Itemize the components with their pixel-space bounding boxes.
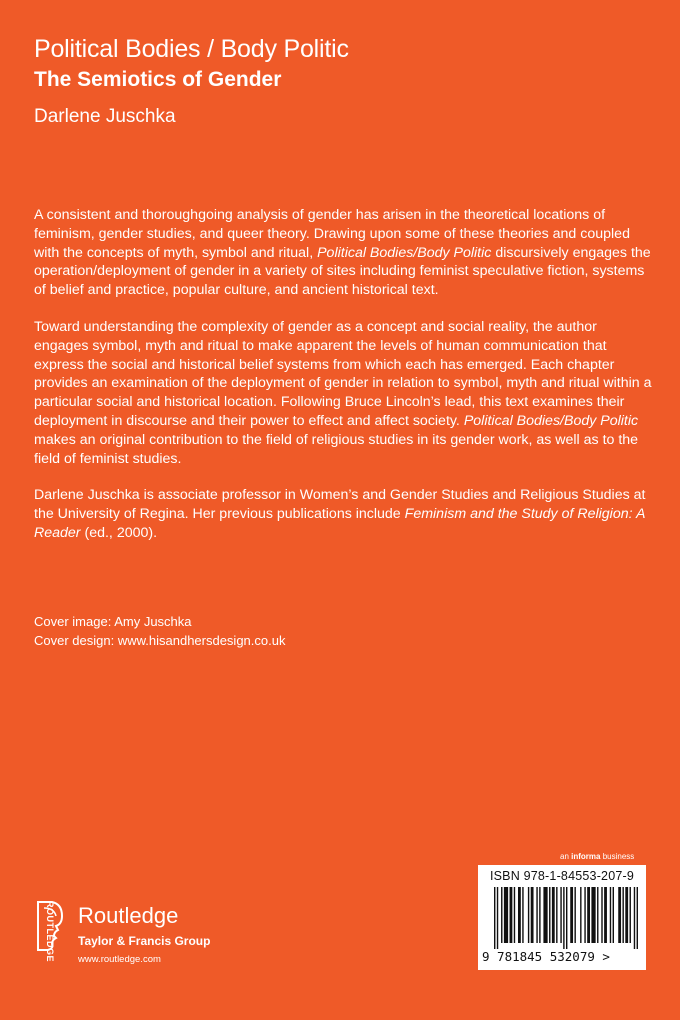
- publisher-logo: [34, 900, 234, 970]
- barcode-bars: [494, 887, 638, 949]
- ean-digits: 9 781845 532079 >: [482, 949, 610, 964]
- publisher-name: Routledge: [78, 903, 179, 928]
- routledge-vertical-label: ROUTLEDGE: [45, 901, 55, 963]
- informa-tagline: an informa business: [560, 852, 635, 861]
- publisher-group: Taylor & Francis Group: [78, 934, 211, 948]
- book-subtitle: The Semiotics of Gender: [34, 68, 282, 91]
- isbn-barcode: [478, 865, 646, 970]
- cover-image-credit: Cover image: Amy Juschka: [34, 614, 192, 629]
- publisher-url: www.routledge.com: [78, 954, 161, 965]
- author-bio: Darlene Juschka is associate professor in Women’s and Gender Studies and Religious Studies at the University of Regina. Her previous publications include Feminism and the Study of Religion: A Reader (ed., 2000).: [34, 487, 646, 541]
- blurb: [34, 206, 654, 561]
- cover-design-credit: Cover design: www.hisandhersdesign.co.uk: [34, 633, 286, 648]
- isbn-number: ISBN 978-1-84553-207-9: [489, 869, 635, 883]
- book-title: Political Bodies / Body Politic: [34, 35, 349, 63]
- author-name: Darlene Juschka: [34, 106, 176, 127]
- cover-credits: [34, 612, 285, 650]
- blurb-paragraph-1: A consistent and thoroughgoing analysis of gender has arisen in the theoretical locations of feminism, gender studies, and queer theory. Drawing upon some of these theories and coupled with the concepts of myth, symbol and ritual, Political Bodies/Body Politic discursively engages the operation/deployment of gender in a variety of sites including feminist speculative fiction, systems of belief and practice, popular culture, and ancient historical text.: [34, 207, 651, 299]
- blurb-paragraph-2: Toward understanding the complexity of gender as a concept and social reality, the author engages symbol, myth and ritual to make apparent the levels of human communication that express the social and historical belief systems from which each has emerged. Each chapter provides an examination of the deployment of gender in relation to symbol, myth and ritual within a particular social and historical location. Following Bruce Lincoln’s lead, this text examines their deployment in discourse and their power to effect and affect society. Political Bodies/Body Politic makes an original contribution to the field of religious studies in its gender work, as well as to the field of feminist studies.: [34, 318, 652, 467]
